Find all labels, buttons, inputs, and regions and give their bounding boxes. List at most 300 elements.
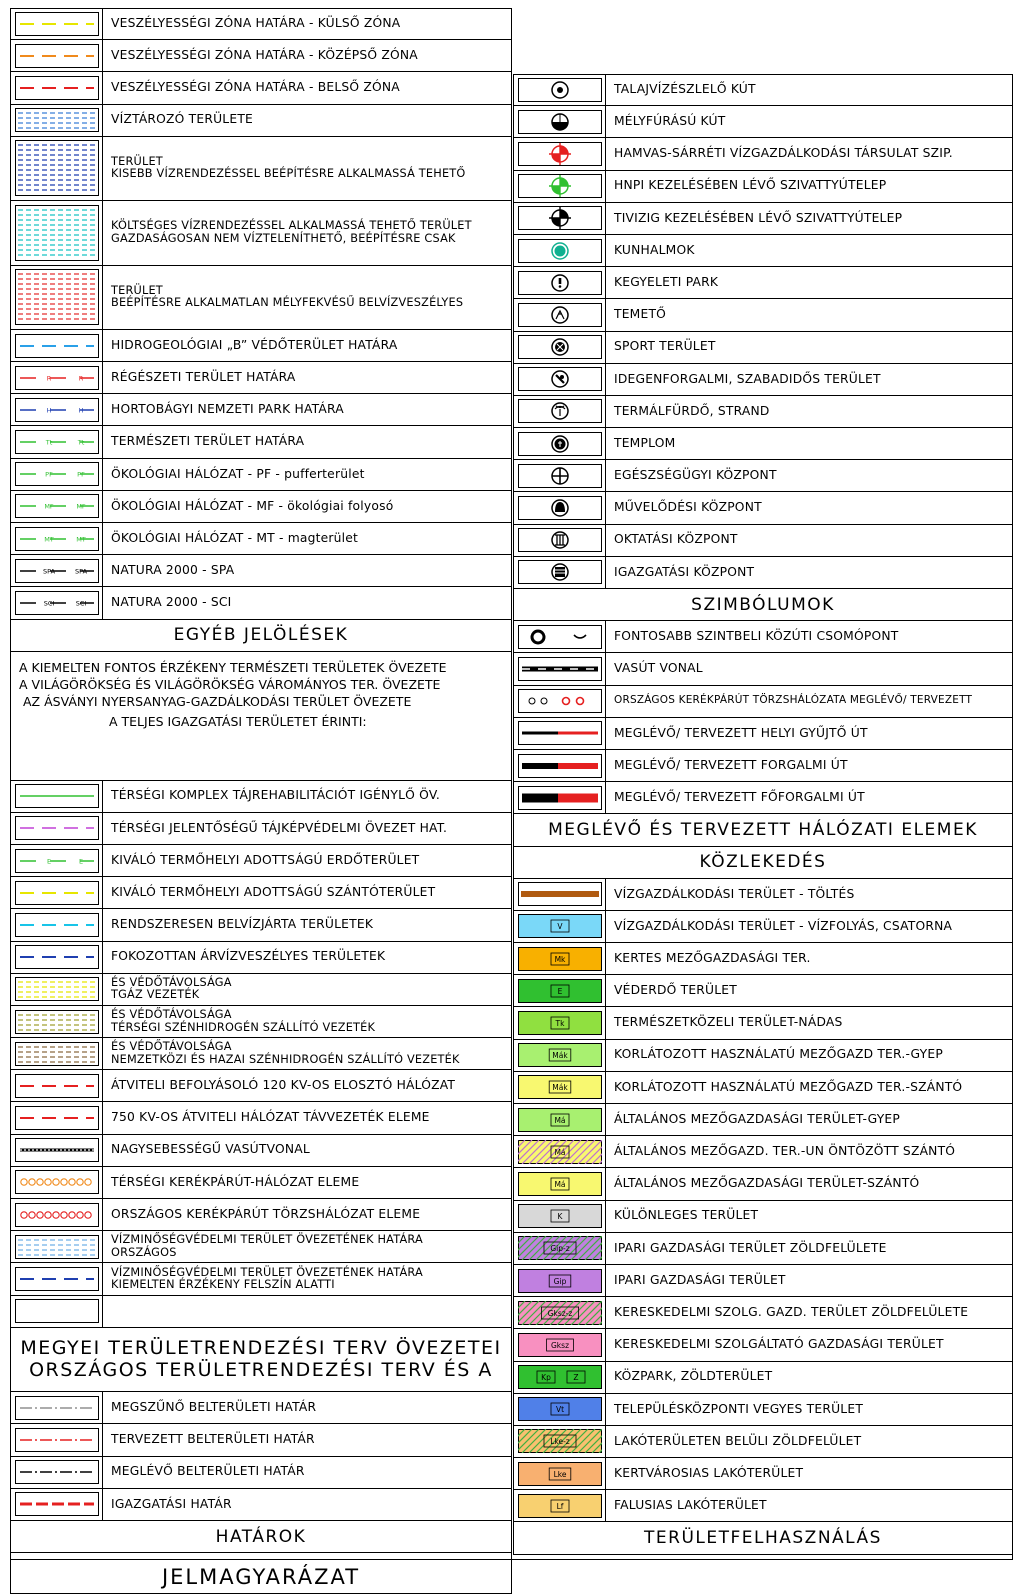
legend-swatch xyxy=(514,299,606,330)
legend-row xyxy=(513,621,1013,653)
legend-label: ÁTVITELI BEFOLYÁSOLÓ 120 KV-OS ELOSZTÓ HÁLÓZAT xyxy=(111,1078,456,1093)
legend-swatch xyxy=(11,105,103,136)
legend-label-line: BEÉPÍTÉSRE ALKALMATLAN MÉLYFEKVÉSŰ BELVÍZVESZÉLYES xyxy=(111,296,464,310)
legend-swatch xyxy=(11,974,103,1005)
footer-right-spacer xyxy=(512,1522,1013,1560)
legend-row xyxy=(513,911,1013,943)
legend-row xyxy=(513,1233,1013,1265)
legend-label: VÍZGAZDÁLKODÁSI TERÜLET - TÖLTÉS xyxy=(614,886,855,901)
landuse-code: Gip-z xyxy=(549,1244,570,1254)
legend-label xyxy=(103,1006,511,1037)
header-teruletfelhasznalas: TERÜLETFELHASZNÁLÁS xyxy=(513,1522,1013,1554)
legend-label xyxy=(103,1038,511,1069)
legend-row xyxy=(513,1007,1013,1039)
legend-row xyxy=(513,428,1013,460)
legend-swatch xyxy=(514,1007,606,1038)
swatch-code: MF xyxy=(43,502,54,511)
swatch-code: R xyxy=(78,374,83,383)
legend-row xyxy=(10,426,512,458)
landuse-code: Lke xyxy=(553,1469,566,1479)
landuse-code: E xyxy=(557,986,562,996)
legend-swatch xyxy=(514,1233,606,1264)
legend-swatch xyxy=(514,460,606,491)
swatch-code: E xyxy=(78,857,83,866)
legend-label: TALAJVÍZÉSZLELŐ KÚT xyxy=(614,82,756,97)
line-swatch xyxy=(15,559,99,583)
legend-label: KERESKEDELMI SZOLG. GAZD. TERÜLET ZÖLDFELÜLETE xyxy=(614,1304,969,1319)
swatch-code: H xyxy=(78,406,83,415)
leisure-icon xyxy=(518,367,602,391)
landuse-code: Lke-z xyxy=(549,1437,570,1447)
legend-label: ÖKOLÓGIAI HÁLÓZAT - MF - ökológiai folyosó xyxy=(111,498,394,513)
legend-footer xyxy=(10,1522,1013,1594)
legend-label: IPARI GAZDASÁGI TERÜLET ZÖLDFELÜLETE xyxy=(614,1240,887,1255)
landuse-code: Má xyxy=(553,1115,566,1125)
legend-swatch xyxy=(11,201,103,264)
cluster-line: AZ ÁSVÁNYI NYERSANYAG-GAZDÁLKODÁSI TERÜLET ÖVEZETE xyxy=(23,693,412,709)
legend-label-line: VÍZMINŐSÉGVÉDELMI TERÜLET ÖVEZETÉNEK HATÁRA xyxy=(111,1265,423,1279)
legend-label-line: TERÜLET xyxy=(111,283,163,297)
legend-row xyxy=(513,1072,1013,1104)
footer-left-spacer xyxy=(10,1522,512,1560)
legend-row xyxy=(513,492,1013,524)
legend-row xyxy=(10,8,512,40)
legend-row xyxy=(513,332,1013,364)
legend-label-line: TGÁZ VEZETÉK xyxy=(111,988,200,1002)
legend-label: MÉLYFÚRÁSÚ KÚT xyxy=(614,114,726,129)
landuse-swatch xyxy=(518,1204,602,1228)
legend-label: IPARI GAZDASÁGI TERÜLET xyxy=(614,1272,786,1287)
legend-row xyxy=(513,396,1013,428)
legend-row xyxy=(10,813,512,845)
landuse-swatch xyxy=(518,1333,602,1357)
area-swatch xyxy=(15,1235,99,1259)
legend-label: IDEGENFORGALMI, SZABADIDŐS TERÜLET xyxy=(614,371,881,386)
legend-row xyxy=(10,781,512,813)
landuse-swatch xyxy=(518,979,602,1003)
legend-row xyxy=(10,845,512,877)
legend-label: RÉGÉSZETI TERÜLET HATÁRA xyxy=(111,369,296,384)
line-swatch xyxy=(15,945,99,969)
legend-swatch xyxy=(11,1489,103,1520)
legend-row xyxy=(513,106,1013,138)
landuse-swatch xyxy=(518,1108,602,1132)
legend-swatch xyxy=(514,1104,606,1135)
legend-row xyxy=(513,653,1013,685)
line-swatch xyxy=(15,1460,99,1484)
area-swatch xyxy=(15,108,99,132)
header-hatarok: HATÁROK xyxy=(10,1521,512,1553)
area-swatch xyxy=(15,205,99,261)
legend-swatch xyxy=(514,75,606,105)
legend-row xyxy=(513,1329,1013,1361)
line-swatch xyxy=(15,494,99,518)
legend-swatch xyxy=(514,1394,606,1425)
legend-label-line: VÍZMINŐSÉGVÉDELMI TERÜLET ÖVEZETÉNEK HATÁRA xyxy=(111,1233,423,1247)
line-swatch xyxy=(15,816,99,840)
legend-label-line: KISEBB VÍZRENDEZÉSSEL BEÉPÍTÉSRE ALKALMASSÁ TEHETŐ xyxy=(111,167,466,181)
church-icon xyxy=(518,432,602,456)
legend-label: OKTATÁSI KÖZPONT xyxy=(614,532,738,547)
road-mid-icon xyxy=(518,754,602,778)
line-swatch xyxy=(15,76,99,100)
legend-row xyxy=(513,364,1013,396)
legend-swatch xyxy=(514,1490,606,1521)
legend-swatch xyxy=(514,1072,606,1103)
swatch-code: PF xyxy=(44,470,53,479)
legend-row xyxy=(10,201,512,265)
right-legend-column xyxy=(513,74,1013,1555)
legend-swatch xyxy=(11,1392,103,1423)
legend-swatch xyxy=(514,1297,606,1328)
cluster-line: A TELJES IGAZGATÁSI TERÜLETET ÉRINTI: xyxy=(109,714,367,730)
legend-label: RENDSZERESEN BELVÍZJÁRTA TERÜLETEK xyxy=(111,917,374,932)
legend-label: HAMVAS-SÁRRÉTI VÍZGAZDÁLKODÁSI TÁRSULAT SZIP. xyxy=(614,146,953,161)
legend-swatch xyxy=(514,1201,606,1232)
building-icon xyxy=(518,560,602,584)
landuse-code: Tk xyxy=(555,1019,564,1029)
columns-icon xyxy=(518,528,602,552)
landuse-code: Má xyxy=(553,1147,566,1157)
legend-label: HIDROGEOLÓGIAI „B” VÉDŐTERÜLET HATÁRA xyxy=(111,337,398,352)
legend-label-line: GAZDASÁGOSAN NEM VÍZTELENÍTHETŐ, BEÉPÍTÉSRE CSAK xyxy=(111,231,456,245)
legend-swatch xyxy=(11,1006,103,1037)
legend-title: JELMAGYARÁZAT xyxy=(10,1560,512,1594)
legend-swatch xyxy=(11,72,103,103)
half-circle-icon xyxy=(518,110,602,134)
legend-label xyxy=(103,201,511,264)
legend-swatch xyxy=(514,106,606,137)
legend-row xyxy=(513,74,1013,106)
landuse-swatch xyxy=(518,1462,602,1486)
legend-swatch xyxy=(11,1424,103,1455)
legend-label: VÉDERDŐ TERÜLET xyxy=(614,983,737,998)
legend-row xyxy=(10,1296,512,1328)
legend-label: KORLÁTOZOTT HASZNÁLATÚ MEZŐGAZD TER.-SZÁNTÓ xyxy=(614,1079,963,1094)
swatch-code: E xyxy=(46,857,51,866)
line-swatch xyxy=(15,1396,99,1420)
legend-row xyxy=(513,203,1013,235)
legend-label: IGAZGATÁSI HATÁR xyxy=(111,1496,232,1511)
landuse-code: Má xyxy=(553,1179,566,1189)
legend-row xyxy=(513,171,1013,203)
legend-row xyxy=(513,1458,1013,1490)
legend-row xyxy=(513,782,1013,814)
legend-row xyxy=(513,138,1013,170)
legend-label: KERESKEDELMI SZOLGÁLTATÓ GAZDASÁGI TERÜLET xyxy=(614,1337,944,1352)
legend-swatch xyxy=(514,1458,606,1489)
legend-swatch xyxy=(514,1136,606,1167)
legend-row xyxy=(10,1070,512,1102)
swatch-code: Tt xyxy=(77,438,84,447)
legend-swatch xyxy=(11,137,103,200)
legend-label: KUNHALMOK xyxy=(614,242,695,257)
legend-row xyxy=(10,330,512,362)
line-swatch xyxy=(15,1492,99,1516)
legend-label: HORTOBÁGYI NEMZETI PARK HATÁRA xyxy=(111,402,344,417)
legend-label xyxy=(103,1231,511,1262)
landuse-code: Z xyxy=(572,1373,579,1383)
legend-swatch xyxy=(11,40,103,71)
legend-swatch xyxy=(11,877,103,908)
legend-swatch xyxy=(11,942,103,973)
left-legend-column xyxy=(10,8,512,1553)
legend-row xyxy=(10,105,512,137)
area-swatch xyxy=(15,1010,99,1034)
landuse-code: Gksz xyxy=(550,1340,569,1350)
landuse-code: Kp xyxy=(540,1373,551,1383)
legend-row xyxy=(10,394,512,426)
legend-row xyxy=(513,557,1013,589)
legend-swatch xyxy=(11,491,103,522)
line-swatch xyxy=(15,430,99,454)
legend-swatch xyxy=(514,1329,606,1360)
landuse-swatch xyxy=(518,882,602,906)
green-pump-icon xyxy=(518,174,602,198)
legend-swatch xyxy=(11,1038,103,1069)
cross-circle-icon xyxy=(518,464,602,488)
blank-swatch xyxy=(15,1299,99,1323)
swatch-code: R xyxy=(46,374,51,383)
line-swatch xyxy=(15,1074,99,1098)
legend-label: TÉRSÉGI KERÉKPÁRÚT-HÁLÓZAT ELEME xyxy=(111,1174,360,1189)
legend-row xyxy=(513,1394,1013,1426)
legend-swatch xyxy=(11,1135,103,1166)
line-swatch xyxy=(15,398,99,422)
legend-row xyxy=(513,1426,1013,1458)
legend-swatch xyxy=(514,332,606,363)
kunhalom-icon xyxy=(518,239,602,263)
legend-row xyxy=(513,1040,1013,1072)
legend-swatch xyxy=(514,171,606,202)
legend-label: VESZÉLYESSÉGI ZÓNA HATÁRA - KÜLSŐ ZÓNA xyxy=(111,16,401,31)
legend-row xyxy=(513,943,1013,975)
line-swatch xyxy=(15,849,99,873)
junction-icon xyxy=(518,625,602,649)
legend-swatch xyxy=(514,1265,606,1296)
legend-label-line: NEMZETKÖZI ÉS HAZAI SZÉNHIDROGÉN SZÁLLÍTÓ VEZETÉK xyxy=(111,1052,460,1066)
legend-label: FOKOZOTTAN ÁRVÍZVESZÉLYES TERÜLETEK xyxy=(111,949,386,964)
landuse-swatch xyxy=(518,1429,602,1453)
legend-label: TÉRSÉGI JELENTŐSÉGŰ TÁJKÉPVÉDELMI ÖVEZET HAT. xyxy=(111,820,448,835)
legend-label: KORLÁTOZOTT HASZNÁLATÚ MEZŐGAZD TER.-GYEP xyxy=(614,1047,943,1062)
legend-label-line: ÉS VÉDŐTÁVOLSÁGA xyxy=(111,975,232,989)
legend-row xyxy=(513,525,1013,557)
legend-label: VÍZTÁROZÓ TERÜLETE xyxy=(111,112,253,127)
header-ovezetek-line: ORSZÁGOS TERÜLETRENDEZÉSI TERV ÉS A xyxy=(29,1359,493,1382)
legend-swatch xyxy=(11,1263,103,1294)
legend-row xyxy=(10,491,512,523)
legend-label: TERMÉSZETKÖZELI TERÜLET-NÁDAS xyxy=(614,1015,843,1030)
landuse-swatch xyxy=(518,1269,602,1293)
legend-swatch xyxy=(11,266,103,329)
legend-swatch xyxy=(514,879,606,910)
legend-row xyxy=(10,909,512,941)
legend-row xyxy=(10,1263,512,1295)
legend-row xyxy=(513,1104,1013,1136)
legend-row xyxy=(10,1392,512,1424)
landuse-swatch xyxy=(518,1494,602,1518)
legend-label: TERMÁLFÜRDŐ, STRAND xyxy=(614,403,770,418)
line-swatch xyxy=(15,1267,99,1291)
legend-row xyxy=(10,1489,512,1521)
legend-row xyxy=(10,1006,512,1038)
legend-label: ÁLTALÁNOS MEZŐGAZDASÁGI TERÜLET-SZÁNTÓ xyxy=(614,1176,920,1191)
legend-swatch xyxy=(514,686,606,717)
landuse-swatch xyxy=(518,1365,602,1389)
road-thick-icon xyxy=(518,786,602,810)
legend-row xyxy=(513,267,1013,299)
legend-row xyxy=(513,718,1013,750)
legend-swatch xyxy=(11,1102,103,1133)
line-swatch xyxy=(15,462,99,486)
swatch-code: MT xyxy=(43,535,54,544)
legend-label: KIVÁLÓ TERMŐHELYI ADOTTSÁGÚ ERDŐTERÜLET xyxy=(111,852,420,867)
legend-label: MEGLÉVŐ/ TERVEZETT HELYI GYŰJTŐ ÚT xyxy=(614,725,868,740)
legend-row xyxy=(10,362,512,394)
legend-swatch xyxy=(11,1199,103,1230)
road-thin-icon xyxy=(518,721,602,745)
legend-row xyxy=(10,1135,512,1167)
landuse-swatch xyxy=(518,1140,602,1164)
landuse-code: Gksz-z xyxy=(547,1308,572,1318)
legend-label: VÍZGAZDÁLKODÁSI TERÜLET - VÍZFOLYÁS, CSATORNA xyxy=(614,918,953,933)
legend-row xyxy=(513,1297,1013,1329)
landuse-code: Vt xyxy=(555,1405,564,1415)
exclamation-circle-icon xyxy=(518,271,602,295)
landuse-code: K xyxy=(557,1212,562,1222)
cemetery-icon xyxy=(518,303,602,327)
line-swatch xyxy=(15,12,99,36)
legend-swatch xyxy=(514,557,606,588)
legend-swatch xyxy=(11,909,103,940)
area-swatch xyxy=(15,269,99,325)
swatch-code: Tt xyxy=(45,438,52,447)
legend-swatch xyxy=(11,813,103,844)
line-swatch xyxy=(15,1106,99,1130)
legend-label-line: TÉRSÉGI SZÉNHIDROGÉN SZÁLLÍTÓ VEZETÉK xyxy=(111,1020,376,1034)
swatch-code: SPA xyxy=(74,567,87,576)
legend-label: VESZÉLYESSÉGI ZÓNA HATÁRA - BELSŐ ZÓNA xyxy=(111,80,400,95)
legend-row xyxy=(10,266,512,330)
header-halozati-elemek: MEGLÉVŐ ÉS TERVEZETT HÁLÓZATI ELEMEK xyxy=(513,814,1013,846)
cluster-line: A VILÁGÖRÖKSÉG ÉS VILÁGÖRÖKSÉG VÁROMÁNYOS TER. ÖVEZETE xyxy=(19,676,441,692)
legend-row xyxy=(10,40,512,72)
area-swatch xyxy=(15,140,99,196)
landuse-swatch xyxy=(518,1075,602,1099)
line-swatch xyxy=(15,1428,99,1452)
line-swatch xyxy=(15,1138,99,1162)
bike-route-icon xyxy=(518,689,602,713)
dot-circle-icon xyxy=(518,78,602,102)
red-pump-icon xyxy=(518,142,602,166)
header-egyeb-jelolesek: EGYÉB JELÖLÉSEK xyxy=(10,620,512,652)
legend-swatch xyxy=(514,364,606,395)
legend-label: HNPI KEZELÉSÉBEN LÉVŐ SZIVATTYÚTELEP xyxy=(614,178,887,193)
legend-swatch xyxy=(11,394,103,425)
legend-row xyxy=(513,235,1013,267)
legend-row xyxy=(513,299,1013,331)
legend-swatch xyxy=(514,1040,606,1071)
line-swatch xyxy=(15,913,99,937)
swatch-code: MF xyxy=(75,502,86,511)
landuse-swatch xyxy=(518,947,602,971)
legend-row xyxy=(10,1102,512,1134)
legend-label xyxy=(103,974,511,1005)
legend-label: KÖZPARK, ZÖLDTERÜLET xyxy=(614,1369,773,1384)
legend-swatch xyxy=(514,525,606,556)
legend-label: MEGLÉVŐ/ TERVEZETT FORGALMI ÚT xyxy=(614,757,848,772)
landuse-swatch xyxy=(518,1172,602,1196)
legend-label-line: ÉS VÉDŐTÁVOLSÁGA xyxy=(111,1008,232,1022)
legend-row xyxy=(513,1201,1013,1233)
legend-swatch xyxy=(514,428,606,459)
landuse-code: Lf xyxy=(556,1501,563,1511)
landuse-swatch xyxy=(518,1043,602,1067)
legend-swatch xyxy=(514,138,606,169)
legend-label xyxy=(103,137,511,200)
legend-swatch xyxy=(11,426,103,457)
legend-swatch xyxy=(11,459,103,490)
legend-swatch xyxy=(11,1296,103,1327)
black-pump-icon xyxy=(518,206,602,230)
header-szimbolumok: SZIMBÓLUMOK xyxy=(513,589,1013,621)
legend-row xyxy=(513,1168,1013,1200)
legend-label: MEGLÉVŐ BELTERÜLETI HATÁR xyxy=(111,1464,305,1479)
landuse-code: Mák xyxy=(551,1051,568,1061)
legend-label: ÖKOLÓGIAI HÁLÓZAT - MT - magterület xyxy=(111,530,359,545)
legend-row xyxy=(10,1424,512,1456)
legend-row xyxy=(513,1265,1013,1297)
legend-label: ÁLTALÁNOS MEZŐGAZDASÁGI TERÜLET-GYEP xyxy=(614,1111,901,1126)
legend-label-line: KÖLTSÉGES VÍZRENDEZÉSSEL ALKALMASSÁ TEHETŐ TERÜLET xyxy=(111,219,472,233)
legend-label xyxy=(103,1296,511,1327)
legend-swatch xyxy=(514,750,606,781)
legend-swatch xyxy=(514,718,606,749)
swatch-code: SPA xyxy=(42,567,55,576)
legend-label: FONTOSABB SZINTBELI KÖZÚTI CSOMÓPONT xyxy=(614,629,899,644)
legend-label: ÁLTALÁNOS MEZŐGAZD. TER.-UN ÖNTÖZÖTT SZÁNTÓ xyxy=(614,1144,956,1159)
sport-icon xyxy=(518,335,602,359)
swatch-code: MT xyxy=(75,535,86,544)
line-swatch xyxy=(15,527,99,551)
legend-label: NATURA 2000 - SPA xyxy=(111,563,235,578)
landuse-swatch xyxy=(518,914,602,938)
line-swatch xyxy=(15,44,99,68)
legend-row xyxy=(10,1038,512,1070)
legend-row xyxy=(513,750,1013,782)
legend-swatch xyxy=(11,1457,103,1488)
legend-row xyxy=(10,587,512,619)
rail-icon xyxy=(518,657,602,681)
legend-label: FALUSIAS LAKÓTERÜLET xyxy=(614,1498,767,1513)
legend-label: TEMPLOM xyxy=(614,435,676,450)
legend-row xyxy=(513,975,1013,1007)
legend-row xyxy=(10,877,512,909)
legend-swatch xyxy=(514,621,606,652)
legend-label: MEGLÉVŐ/ TERVEZETT FŐFORGALMI ÚT xyxy=(614,789,865,804)
legend-row xyxy=(10,1457,512,1489)
line-swatch xyxy=(15,334,99,358)
swatch-code: H xyxy=(46,406,51,415)
legend-row xyxy=(10,1231,512,1263)
area-swatch xyxy=(15,977,99,1001)
line-swatch xyxy=(15,881,99,905)
legend-swatch xyxy=(11,555,103,586)
legend-row xyxy=(513,686,1013,718)
swatch-code: SCI xyxy=(43,599,54,608)
legend-label: VESZÉLYESSÉGI ZÓNA HATÁRA - KÖZÉPSŐ ZÓNA xyxy=(111,48,418,63)
